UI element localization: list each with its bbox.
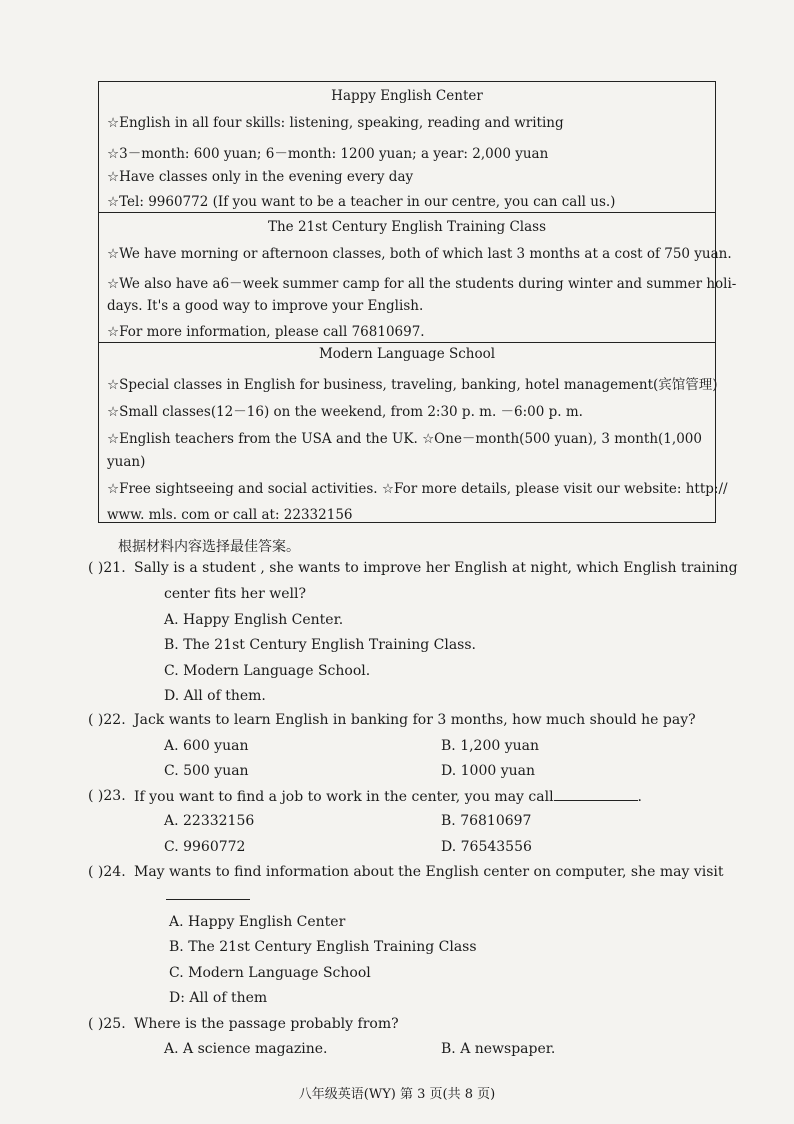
ad-line: ☆3－month: 600 yuan; 6－month: 1200 yuan; a year: 2,000 yuan [107, 146, 549, 162]
question-text: May wants to find information about the English center on computer, she may visit [134, 864, 724, 880]
option-b[interactable]: B. A newspaper. [441, 1041, 556, 1057]
question-number: ( )21. [88, 560, 126, 576]
ad-line: days. It's a good way to improve your English. [107, 298, 424, 314]
ad-modern-language-school [99, 343, 728, 524]
ad-line: ☆Have classes only in the evening every day [107, 169, 414, 185]
question-text: If you want to find a job to work in the center, you may call [134, 789, 554, 805]
ad-line: ☆We have morning or afternoon classes, both of which last 3 months at a cost of 750 yuan. [107, 246, 732, 262]
ad-line: www. mls. com or call at: 22332156 [107, 507, 353, 523]
option-c[interactable]: C. Modern Language School. [164, 663, 371, 679]
ad-line: ☆Small classes(12－16) on the weekend, from 2:30 p. m. －6:00 p. m. [107, 404, 583, 420]
option-c[interactable]: C. Modern Language School [169, 965, 371, 981]
instruction: 根据材料内容选择最佳答案。 [118, 539, 300, 555]
option-b[interactable]: B. The 21st Century English Training Class [169, 939, 477, 955]
question-number: ( )22. [88, 712, 126, 728]
option-a[interactable]: A. 600 yuan [164, 738, 249, 754]
option-a[interactable]: A. A science magazine. [164, 1041, 328, 1057]
ads-box [98, 81, 737, 523]
option-a[interactable]: A. Happy English Center [169, 914, 346, 930]
ad-line: ☆We also have a6－week summer camp for all the students during winter and summer holi- [107, 276, 737, 292]
answer-blank[interactable] [554, 788, 638, 801]
ad-21st-century-class [99, 213, 737, 343]
option-d[interactable]: D. 1000 yuan [441, 763, 535, 779]
question-text: Jack wants to learn English in banking for 3 months, how much should he pay? [134, 712, 696, 728]
ad-line: ☆Tel: 9960772 (If you want to be a teacher in our centre, you can call us.) [107, 194, 616, 210]
question-text-wrap: If you want to find a job to work in the center, you may call . [134, 789, 642, 805]
option-b[interactable]: B. 1,200 yuan [441, 738, 540, 754]
ad-title: Happy English Center [331, 88, 483, 104]
ad-title: The 21st Century English Training Class [267, 219, 547, 235]
ad-title: Modern Language School [318, 346, 496, 362]
ad-line: ☆Special classes in English for business, traveling, banking, hotel management(宾馆管理) [107, 377, 718, 393]
option-c[interactable]: C. 9960772 [164, 839, 246, 855]
question-text: Sally is a student , she wants to improve her English at night, which English training [134, 560, 738, 576]
option-a[interactable]: A. Happy English Center. [164, 612, 344, 628]
page-footer: 八年级英语(WY) 第 3 页(共 8 页) [298, 1087, 496, 1102]
ad-line: ☆For more information, please call 76810697. [107, 324, 425, 340]
question-number: ( )24. [88, 864, 126, 880]
ad-line: yuan) [107, 454, 146, 470]
option-b[interactable]: B. The 21st Century English Training Class. [164, 637, 476, 653]
option-a[interactable]: A. 22332156 [164, 813, 255, 829]
ad-line: ☆English in all four skills: listening, speaking, reading and writing [107, 115, 564, 131]
ad-happy-english-center [99, 82, 715, 213]
option-d[interactable]: D. All of them. [164, 688, 266, 704]
question-text: Where is the passage probably from? [134, 1016, 399, 1032]
option-d[interactable]: D: All of them [169, 990, 268, 1006]
ad-line: ☆English teachers from the USA and the UK. ☆One－month(500 yuan), 3 month(1,000 [107, 431, 702, 447]
option-b[interactable]: B. 76810697 [441, 813, 532, 829]
option-c[interactable]: C. 500 yuan [164, 763, 249, 779]
answer-blank[interactable] [166, 899, 250, 900]
question-number: ( )25. [88, 1016, 126, 1032]
option-d[interactable]: D. 76543556 [441, 839, 532, 855]
ad-line: ☆Free sightseeing and social activities. ☆For more details, please visit our website: http:// [107, 481, 728, 497]
question-text-cont: center fits her well? [164, 586, 306, 602]
question-number: ( )23. [88, 788, 126, 804]
